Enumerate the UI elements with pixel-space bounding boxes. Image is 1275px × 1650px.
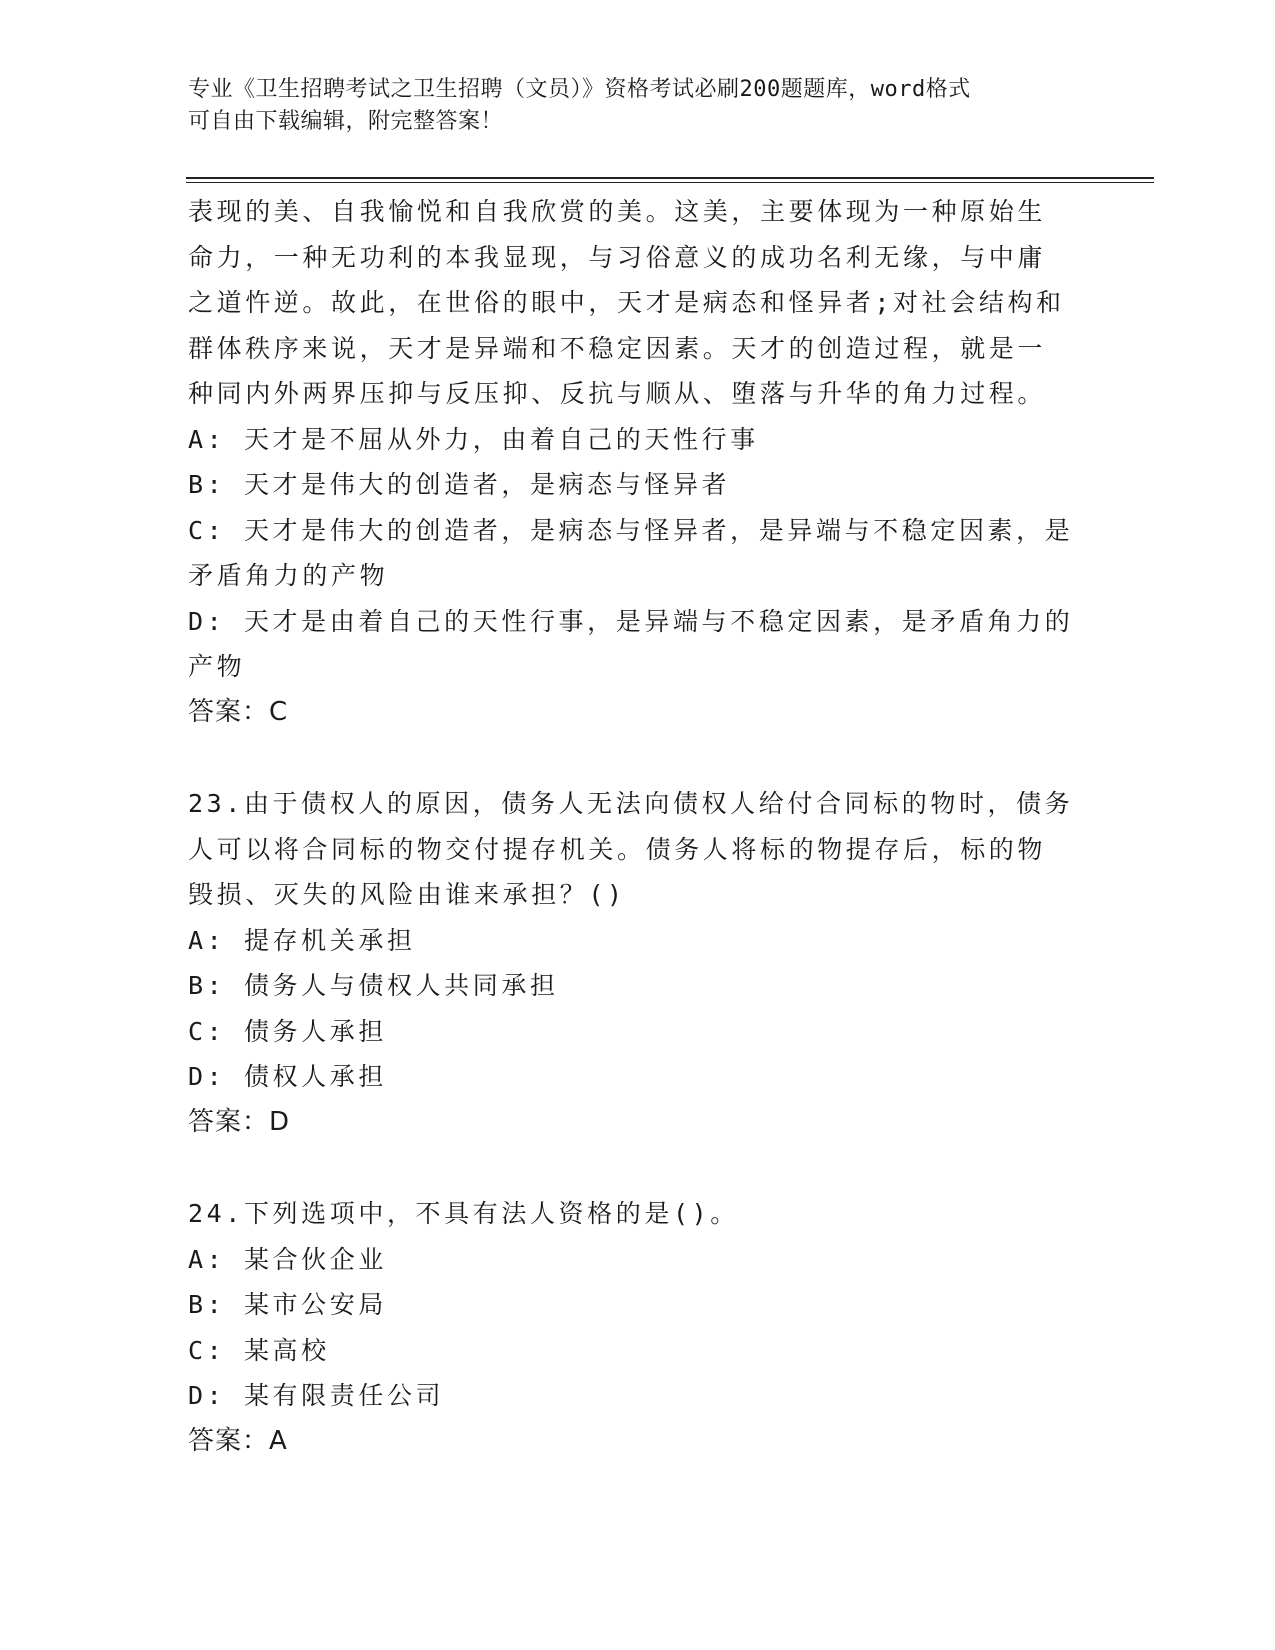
option-d: D: 天才是由着自己的天性行事，是异端与不稳定因素，是矛盾角力的 <box>188 606 1074 636</box>
passage-line: 种同内外两界压抑与反压抑、反抗与顺从、堕落与升华的角力过程。 <box>188 379 1047 408</box>
question-line: 24.下列选项中，不具有法人资格的是()。 <box>188 1199 739 1228</box>
answer-label: 答案：C <box>188 696 289 727</box>
option-b: B: 债务人与债权人共同承担 <box>188 971 559 1000</box>
option-c: C: 某高校 <box>188 1335 330 1365</box>
question-23 <box>188 781 1078 1145</box>
spacer <box>188 735 1078 781</box>
option-a: A: 天才是不屈从外力，由着自己的天性行事 <box>188 424 759 454</box>
header-rule-thin <box>186 182 1154 183</box>
document-body <box>188 189 1078 1464</box>
header-line-2: 可自由下载编辑，附完整答案！ <box>188 109 504 134</box>
page-header <box>188 74 1088 138</box>
passage-line: 命力，一种无功利的本我显现，与习俗意义的成功名利无缘，与中庸 <box>188 242 1047 272</box>
header-line-1: 专业《卫生招聘考试之卫生招聘（文员）》资格考试必刷200题题库，word格式 <box>188 77 971 102</box>
option-b: B: 某市公安局 <box>188 1290 387 1319</box>
option-a: A: 某合伙企业 <box>188 1244 387 1274</box>
option-c: C: 天才是伟大的创造者，是病态与怪异者，是异端与不稳定因素，是 <box>188 515 1074 545</box>
spacer <box>188 1145 1078 1191</box>
question-line: 23.由于债权人的原因，债务人无法向债权人给付合同标的物时，债务 <box>188 789 1074 818</box>
question-line: 人可以将合同标的物交付提存机关。债务人将标的物提存后，标的物 <box>188 834 1047 864</box>
option-d-continued: 产物 <box>188 652 246 681</box>
option-c-continued: 矛盾角力的产物 <box>188 561 389 590</box>
option-c: C: 债务人承担 <box>188 1016 387 1046</box>
option-d: D: 某有限责任公司 <box>188 1381 445 1410</box>
option-a: A: 提存机关承担 <box>188 925 416 955</box>
answer-label: 答案：D <box>188 1106 291 1137</box>
question-24 <box>188 1191 1078 1464</box>
answer-label: 答案：A <box>188 1425 288 1456</box>
passage-block <box>188 189 1078 735</box>
passage-line: 群体秩序来说，天才是异端和不稳定因素。天才的创造过程，就是一 <box>188 333 1047 363</box>
option-d: D: 债权人承担 <box>188 1062 387 1091</box>
passage-line: 表现的美、自我愉悦和自我欣赏的美。这美，主要体现为一种原始生 <box>188 197 1047 226</box>
option-b: B: 天才是伟大的创造者，是病态与怪异者 <box>188 470 731 499</box>
passage-line: 之道忤逆。故此，在世俗的眼中，天才是病态和怪异者;对社会结构和 <box>188 288 1065 317</box>
header-rule-thick <box>186 177 1154 179</box>
question-line: 毁损、灭失的风险由谁来承担？() <box>188 880 626 909</box>
